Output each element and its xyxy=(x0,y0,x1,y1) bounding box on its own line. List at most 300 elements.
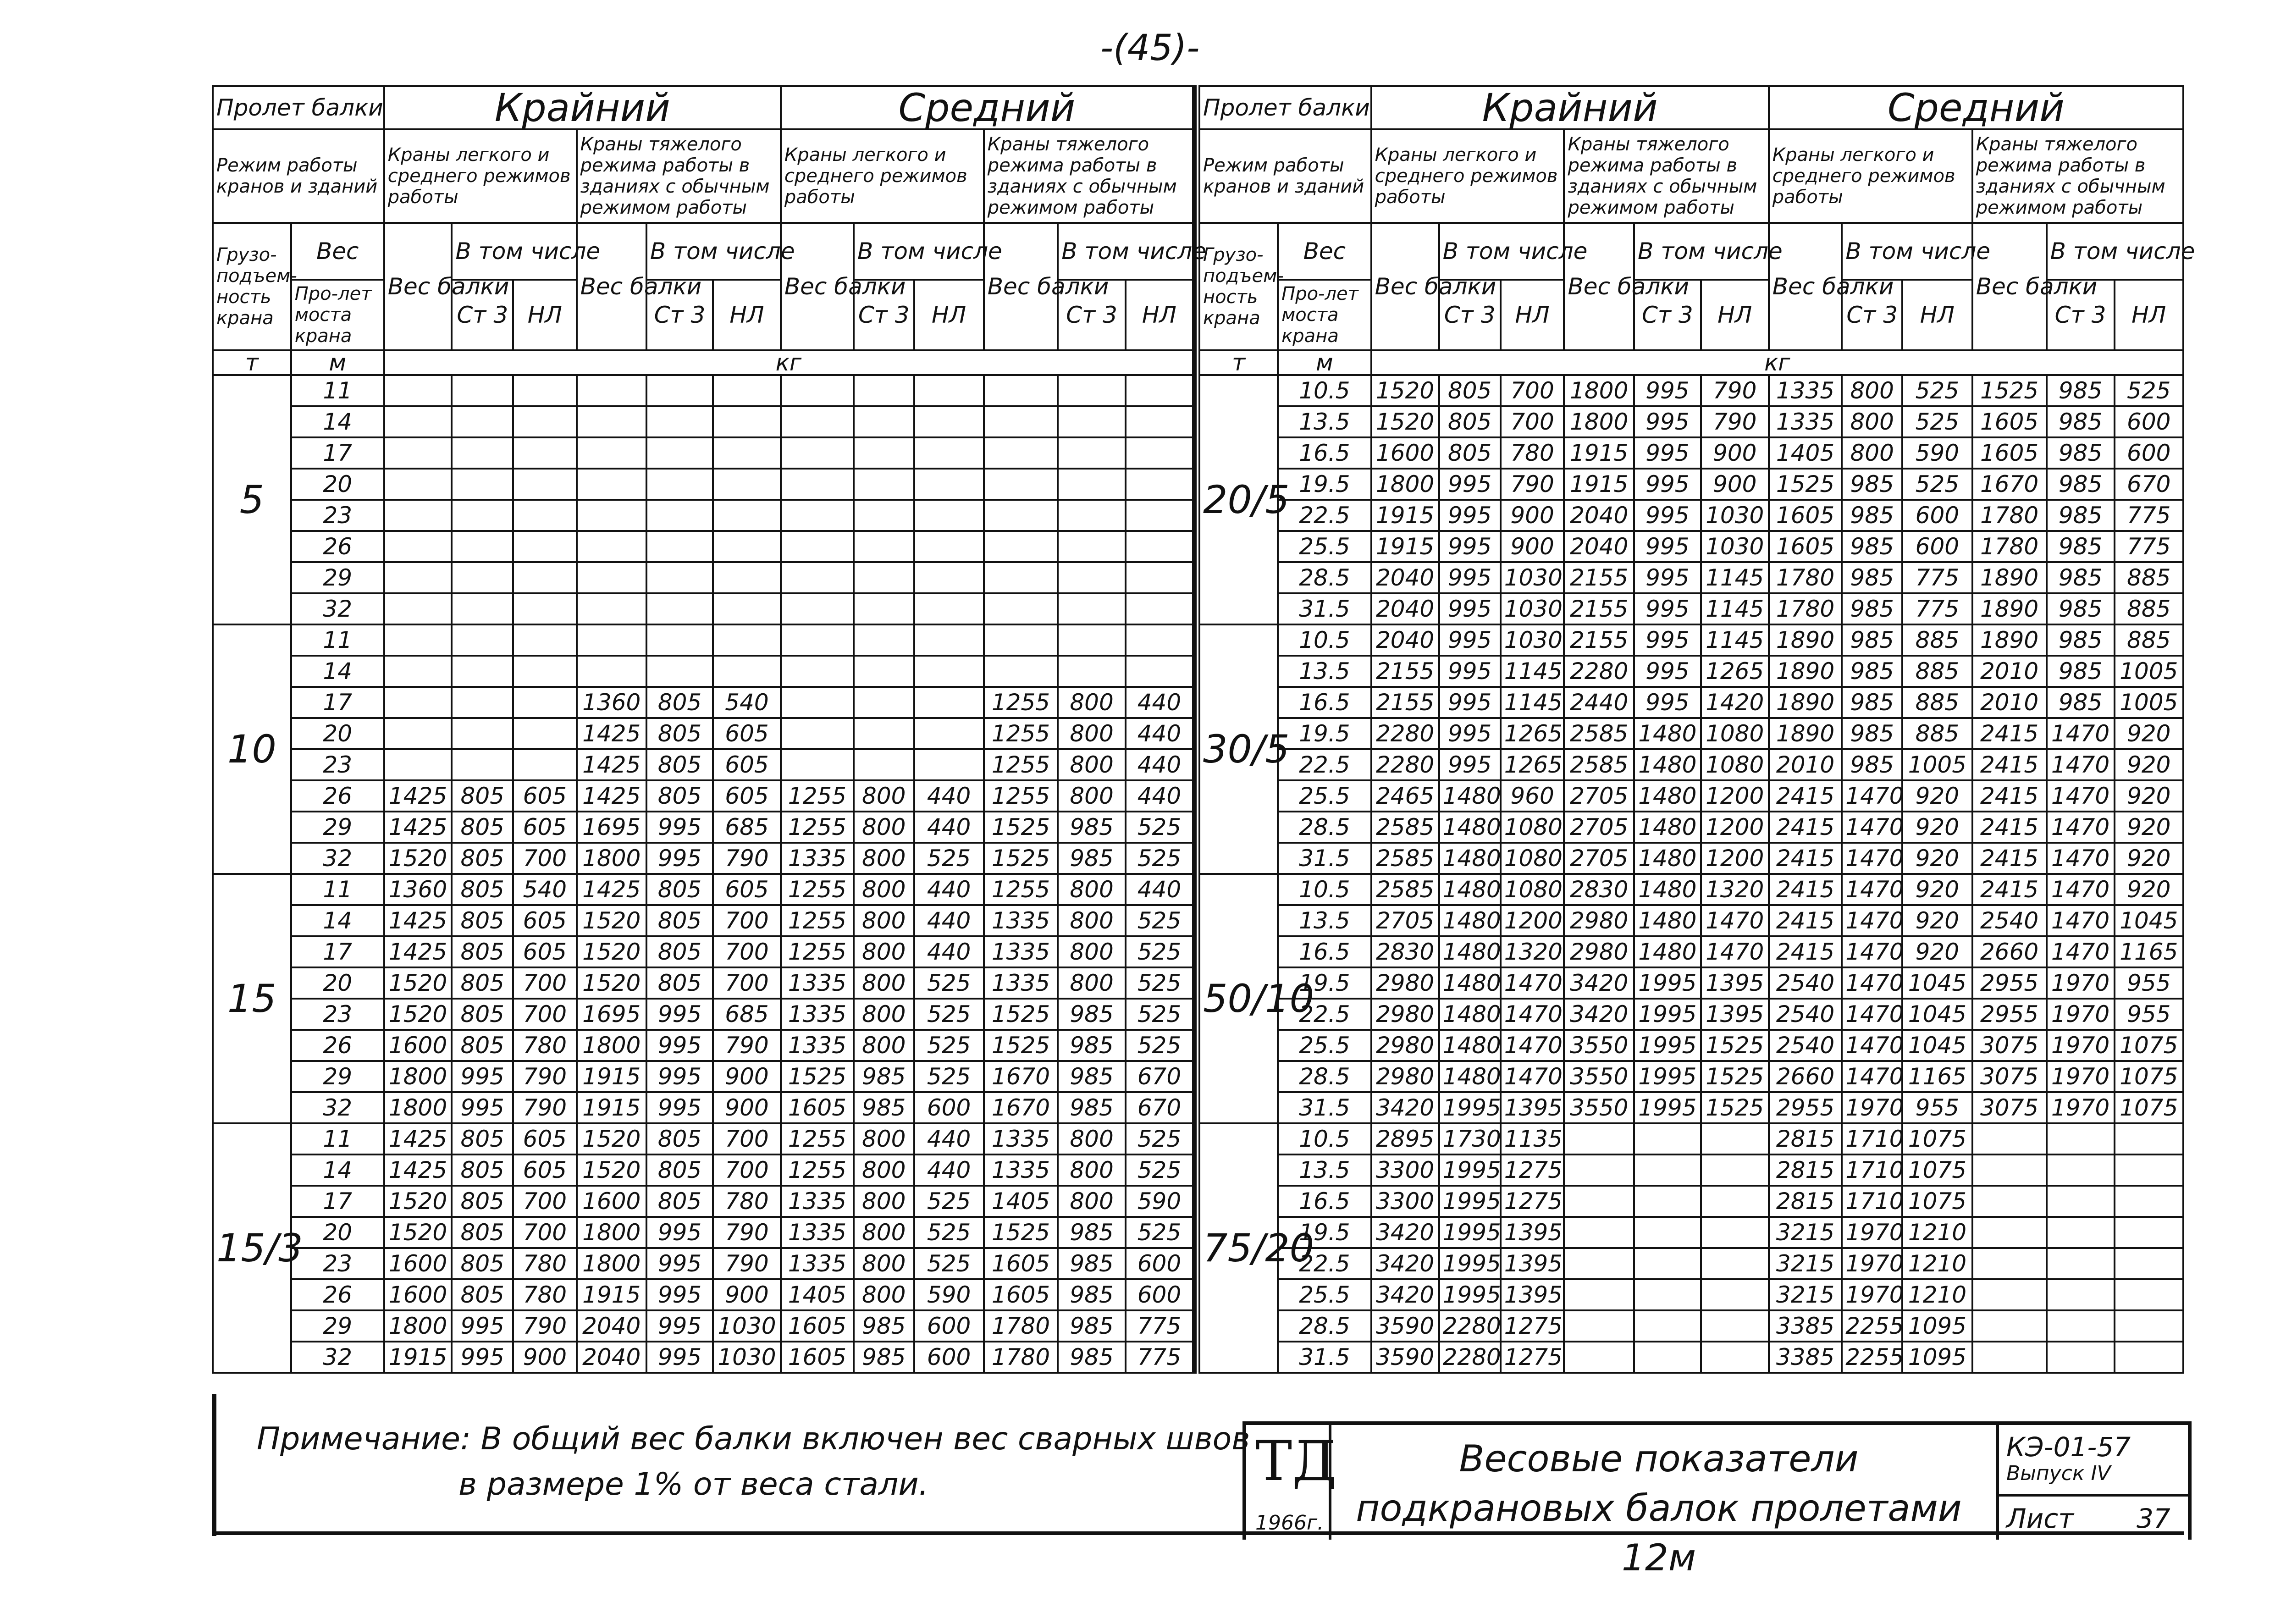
value-cell: 1890 xyxy=(1972,624,2047,656)
value-cell: 525 xyxy=(1126,936,1194,967)
table-row xyxy=(213,562,1194,593)
right-weight-table xyxy=(1198,85,2195,1374)
span-cell: 17 xyxy=(291,1186,384,1217)
span-cell: 26 xyxy=(291,780,384,812)
value-cell: 800 xyxy=(1058,718,1126,749)
value-cell: 900 xyxy=(713,1061,781,1092)
value-cell: 995 xyxy=(646,843,713,874)
value-cell: 1470 xyxy=(2047,749,2115,780)
value-cell: 920 xyxy=(2115,874,2183,905)
value-cell: 995 xyxy=(1634,469,1701,500)
value-cell: 1075 xyxy=(1902,1186,1972,1217)
span-cell: 29 xyxy=(291,812,384,843)
value-cell xyxy=(452,624,513,656)
value-cell xyxy=(914,500,984,531)
table-row xyxy=(213,1310,1194,1342)
value-cell: 1600 xyxy=(577,1186,646,1217)
value-cell: 600 xyxy=(914,1092,984,1123)
value-cell: 590 xyxy=(1902,437,1972,469)
value-cell: 3590 xyxy=(1371,1342,1439,1373)
incl-header: В том числе xyxy=(452,223,576,280)
table-row xyxy=(213,500,1194,531)
value-cell: 1275 xyxy=(1501,1342,1564,1373)
value-cell: 525 xyxy=(914,843,984,874)
span-cell: 26 xyxy=(291,531,384,562)
value-cell xyxy=(577,593,646,624)
value-cell: 985 xyxy=(1842,718,1902,749)
value-cell: 1800 xyxy=(1564,375,1634,406)
value-cell: 1395 xyxy=(1701,999,1769,1030)
value-cell: 1425 xyxy=(384,905,452,936)
capacity-label: Грузо-подъем-ность крана xyxy=(213,223,291,350)
value-cell: 2585 xyxy=(1564,749,1634,780)
value-cell: 605 xyxy=(713,780,781,812)
value-cell xyxy=(2047,1154,2115,1186)
table-row xyxy=(213,936,1194,967)
value-cell: 3420 xyxy=(1371,1092,1439,1123)
page-number: -(45)- xyxy=(1100,28,1200,69)
value-cell xyxy=(384,531,452,562)
group-extreme: Крайний xyxy=(384,86,781,129)
value-cell xyxy=(1634,1279,1701,1310)
value-cell xyxy=(513,469,576,500)
value-cell xyxy=(854,687,914,718)
value-cell xyxy=(1972,1123,2047,1154)
value-cell: 2980 xyxy=(1371,967,1439,999)
value-cell: 605 xyxy=(513,1154,576,1186)
value-cell: 1395 xyxy=(1501,1092,1564,1123)
value-cell: 1605 xyxy=(781,1342,854,1373)
value-cell xyxy=(781,375,854,406)
value-cell: 2895 xyxy=(1371,1123,1439,1154)
table-row xyxy=(213,874,1194,905)
table-row xyxy=(1199,1030,2183,1061)
value-cell: 2815 xyxy=(1769,1186,1842,1217)
value-cell: 995 xyxy=(1634,437,1701,469)
value-cell xyxy=(1972,1217,2047,1248)
span-cell: 20 xyxy=(291,967,384,999)
value-cell: 440 xyxy=(914,1123,984,1154)
value-cell: 1255 xyxy=(984,874,1058,905)
value-cell: 1915 xyxy=(1371,531,1439,562)
span-cell: 16.5 xyxy=(1278,687,1371,718)
value-cell: 1890 xyxy=(1972,562,2047,593)
value-cell xyxy=(513,656,576,687)
incl-header: В том числе xyxy=(1842,223,1972,280)
span-cell: 31.5 xyxy=(1278,1342,1371,1373)
value-cell: 1335 xyxy=(781,967,854,999)
value-cell xyxy=(854,500,914,531)
value-cell: 900 xyxy=(713,1092,781,1123)
value-cell: 1800 xyxy=(384,1061,452,1092)
value-cell: 2155 xyxy=(1371,687,1439,718)
table-row xyxy=(1199,375,2183,406)
value-cell: 1915 xyxy=(384,1342,452,1373)
value-cell: 1335 xyxy=(781,1217,854,1248)
value-cell xyxy=(1701,1279,1769,1310)
value-cell: 800 xyxy=(854,812,914,843)
sheet-label: Лист xyxy=(2006,1503,2074,1534)
value-cell: 800 xyxy=(1842,437,1902,469)
value-cell: 1470 xyxy=(1842,1061,1902,1092)
value-cell: 985 xyxy=(2047,531,2115,562)
value-cell xyxy=(2047,1217,2115,1248)
value-cell: 1145 xyxy=(1701,624,1769,656)
value-cell xyxy=(1634,1310,1701,1342)
value-cell: 1915 xyxy=(1564,469,1634,500)
value-cell: 1800 xyxy=(384,1310,452,1342)
value-cell: 2255 xyxy=(1842,1310,1902,1342)
table-row xyxy=(213,749,1194,780)
value-cell: 805 xyxy=(646,1154,713,1186)
value-cell: 805 xyxy=(646,1186,713,1217)
value-cell xyxy=(384,656,452,687)
span-cell: 13.5 xyxy=(1278,406,1371,437)
value-cell xyxy=(1058,593,1126,624)
span-cell: 13.5 xyxy=(1278,656,1371,687)
value-cell: 1480 xyxy=(1439,812,1501,843)
value-cell: 1200 xyxy=(1701,780,1769,812)
span-cell: 32 xyxy=(291,843,384,874)
value-cell: 1425 xyxy=(384,936,452,967)
value-cell: 800 xyxy=(854,1186,914,1217)
value-cell: 1890 xyxy=(1769,718,1842,749)
value-cell: 1335 xyxy=(781,1248,854,1279)
value-cell: 1335 xyxy=(984,1123,1058,1154)
nl-header: НЛ xyxy=(2115,280,2183,350)
value-cell: 600 xyxy=(2115,406,2183,437)
value-cell: 3420 xyxy=(1564,999,1634,1030)
span-cell: 31.5 xyxy=(1278,1092,1371,1123)
value-cell: 800 xyxy=(1058,1186,1126,1217)
value-cell: 885 xyxy=(2115,624,2183,656)
value-cell xyxy=(854,749,914,780)
value-cell: 1005 xyxy=(2115,656,2183,687)
value-cell xyxy=(781,469,854,500)
value-cell: 900 xyxy=(1701,437,1769,469)
weight-beam-header: Вес балки xyxy=(1564,223,1634,350)
value-cell: 1480 xyxy=(1634,780,1701,812)
value-cell: 1520 xyxy=(384,1217,452,1248)
span-cell: 28.5 xyxy=(1278,562,1371,593)
span-cell: 22.5 xyxy=(1278,500,1371,531)
value-cell xyxy=(577,624,646,656)
value-cell: 1470 xyxy=(1701,905,1769,936)
value-cell: 805 xyxy=(452,843,513,874)
value-cell: 2955 xyxy=(1769,1092,1842,1123)
value-cell: 1600 xyxy=(384,1030,452,1061)
value-cell xyxy=(513,406,576,437)
value-cell: 995 xyxy=(646,1217,713,1248)
value-cell: 985 xyxy=(1058,1279,1126,1310)
value-cell xyxy=(646,375,713,406)
value-cell: 985 xyxy=(1842,749,1902,780)
value-cell xyxy=(1058,500,1126,531)
span-cell: 23 xyxy=(291,500,384,531)
table-row xyxy=(213,593,1194,624)
capacity-label: Грузо-подъем-ность крана xyxy=(1199,223,1278,350)
value-cell: 920 xyxy=(2115,780,2183,812)
logo-text: ТД xyxy=(1255,1430,1337,1493)
value-cell xyxy=(1634,1123,1701,1154)
value-cell: 1255 xyxy=(984,749,1058,780)
value-cell: 1335 xyxy=(984,967,1058,999)
span-cell: 19.5 xyxy=(1278,967,1371,999)
span-cell: 10.5 xyxy=(1278,624,1371,656)
table-row xyxy=(1199,749,2183,780)
value-cell: 960 xyxy=(1501,780,1564,812)
value-cell: 800 xyxy=(854,936,914,967)
value-cell: 985 xyxy=(2047,562,2115,593)
value-cell: 1710 xyxy=(1842,1123,1902,1154)
value-cell xyxy=(384,375,452,406)
value-cell: 2705 xyxy=(1564,843,1634,874)
value-cell: 2980 xyxy=(1564,905,1634,936)
value-cell xyxy=(2047,1310,2115,1342)
value-cell xyxy=(914,624,984,656)
value-cell: 995 xyxy=(1439,562,1501,593)
value-cell xyxy=(854,718,914,749)
value-cell: 985 xyxy=(1058,1217,1126,1248)
value-cell xyxy=(2115,1342,2183,1373)
span-cell: 20 xyxy=(291,469,384,500)
value-cell xyxy=(513,375,576,406)
value-cell: 1275 xyxy=(1501,1186,1564,1217)
value-cell: 800 xyxy=(854,780,914,812)
value-cell: 1520 xyxy=(384,1186,452,1217)
value-cell: 995 xyxy=(1439,593,1501,624)
unit-t: т xyxy=(213,350,291,375)
value-cell: 1080 xyxy=(1501,812,1564,843)
value-cell: 995 xyxy=(1634,562,1701,593)
value-cell: 1970 xyxy=(1842,1217,1902,1248)
value-cell: 1075 xyxy=(2115,1061,2183,1092)
value-cell: 1080 xyxy=(1701,718,1769,749)
value-cell xyxy=(1701,1248,1769,1279)
value-cell: 1480 xyxy=(1439,999,1501,1030)
value-cell xyxy=(1701,1154,1769,1186)
value-cell: 2415 xyxy=(1972,780,2047,812)
value-cell: 800 xyxy=(854,1279,914,1310)
value-cell: 1670 xyxy=(984,1061,1058,1092)
value-cell xyxy=(914,406,984,437)
value-cell: 955 xyxy=(1902,1092,1972,1123)
value-cell xyxy=(914,656,984,687)
value-cell: 800 xyxy=(854,1217,914,1248)
value-cell: 805 xyxy=(646,874,713,905)
sheet-title-line-2: подкрановых балок пролетами 12м xyxy=(1356,1487,1962,1579)
value-cell: 995 xyxy=(646,1030,713,1061)
value-cell: 1780 xyxy=(1769,562,1842,593)
value-cell: 2585 xyxy=(1371,812,1439,843)
value-cell: 985 xyxy=(2047,500,2115,531)
value-cell: 995 xyxy=(1634,656,1701,687)
value-cell: 525 xyxy=(914,1248,984,1279)
value-cell: 1045 xyxy=(1902,999,1972,1030)
value-cell: 1045 xyxy=(1902,967,1972,999)
value-cell xyxy=(577,469,646,500)
value-cell: 1200 xyxy=(1501,905,1564,936)
span-cell: 16.5 xyxy=(1278,437,1371,469)
value-cell xyxy=(781,624,854,656)
value-cell: 805 xyxy=(452,1030,513,1061)
value-cell: 1525 xyxy=(984,999,1058,1030)
value-cell: 1970 xyxy=(2047,967,2115,999)
capacity-cell: 30/5 xyxy=(1199,624,1278,874)
value-cell xyxy=(646,500,713,531)
value-cell: 1525 xyxy=(984,1217,1058,1248)
value-cell: 1525 xyxy=(984,843,1058,874)
value-cell: 800 xyxy=(1058,1123,1126,1154)
value-cell xyxy=(1634,1248,1701,1279)
value-cell: 2705 xyxy=(1564,812,1634,843)
value-cell xyxy=(2115,1248,2183,1279)
value-cell: 995 xyxy=(1634,531,1701,562)
value-cell: 1470 xyxy=(1842,905,1902,936)
value-cell xyxy=(781,437,854,469)
value-cell: 525 xyxy=(1902,469,1972,500)
value-cell: 2280 xyxy=(1371,718,1439,749)
value-cell: 900 xyxy=(513,1342,576,1373)
value-cell xyxy=(577,562,646,593)
span-cell: 17 xyxy=(291,687,384,718)
left-weight-table xyxy=(212,85,1207,1374)
value-cell: 800 xyxy=(1058,687,1126,718)
value-cell: 525 xyxy=(914,1030,984,1061)
value-cell xyxy=(1058,531,1126,562)
value-cell xyxy=(1972,1186,2047,1217)
value-cell: 995 xyxy=(646,1342,713,1373)
table-row xyxy=(1199,936,2183,967)
value-cell xyxy=(513,687,576,718)
value-cell: 1080 xyxy=(1701,749,1769,780)
value-cell: 1480 xyxy=(1634,905,1701,936)
value-cell: 985 xyxy=(1842,469,1902,500)
value-cell: 995 xyxy=(646,1248,713,1279)
value-cell: 805 xyxy=(452,1217,513,1248)
table-row xyxy=(1199,1279,2183,1310)
value-cell: 700 xyxy=(713,1123,781,1154)
weight-beam-header: Вес балки xyxy=(1769,223,1842,350)
value-cell: 1470 xyxy=(1842,1030,1902,1061)
value-cell: 1520 xyxy=(577,967,646,999)
value-cell: 1425 xyxy=(577,749,646,780)
value-cell: 1520 xyxy=(1371,406,1439,437)
value-cell: 900 xyxy=(1701,469,1769,500)
value-cell xyxy=(914,531,984,562)
value-cell: 2980 xyxy=(1564,936,1634,967)
value-cell: 2415 xyxy=(1972,812,2047,843)
table-row xyxy=(213,1342,1194,1373)
table-row xyxy=(1199,1123,2183,1154)
weight-beam-header: Вес балки xyxy=(1972,223,2047,350)
value-cell: 1005 xyxy=(1902,749,1972,780)
value-cell xyxy=(984,437,1058,469)
span-cell: 10.5 xyxy=(1278,375,1371,406)
value-cell xyxy=(384,437,452,469)
value-cell: 1075 xyxy=(2115,1092,2183,1123)
table-row xyxy=(1199,1248,2183,1279)
span-cell: 19.5 xyxy=(1278,469,1371,500)
value-cell: 525 xyxy=(1126,812,1194,843)
value-cell xyxy=(646,437,713,469)
value-cell: 805 xyxy=(452,1279,513,1310)
value-cell: 1255 xyxy=(781,812,854,843)
value-cell: 1995 xyxy=(1439,1217,1501,1248)
value-cell xyxy=(2047,1248,2115,1279)
value-cell xyxy=(1634,1217,1701,1248)
value-cell: 1520 xyxy=(384,967,452,999)
span-cell: 20 xyxy=(291,1217,384,1248)
value-cell: 440 xyxy=(914,780,984,812)
value-cell: 1995 xyxy=(1439,1186,1501,1217)
value-cell: 525 xyxy=(1126,1123,1194,1154)
value-cell: 780 xyxy=(1501,437,1564,469)
value-cell: 525 xyxy=(1126,843,1194,874)
value-cell: 1095 xyxy=(1902,1310,1972,1342)
value-cell xyxy=(577,656,646,687)
span-cell: 14 xyxy=(291,1154,384,1186)
span-cell: 25.5 xyxy=(1278,1279,1371,1310)
value-cell: 600 xyxy=(1126,1248,1194,1279)
table-row xyxy=(213,967,1194,999)
table-row xyxy=(1199,967,2183,999)
value-cell: 995 xyxy=(646,999,713,1030)
span-cell: 31.5 xyxy=(1278,843,1371,874)
value-cell: 1425 xyxy=(577,874,646,905)
table-row xyxy=(1199,406,2183,437)
value-cell: 1470 xyxy=(1501,1061,1564,1092)
span-cell: 20 xyxy=(291,718,384,749)
value-cell: 2585 xyxy=(1564,718,1634,749)
value-cell: 605 xyxy=(713,874,781,905)
value-cell: 985 xyxy=(2047,656,2115,687)
value-cell: 985 xyxy=(1842,593,1902,624)
value-cell xyxy=(914,593,984,624)
value-cell: 1480 xyxy=(1634,718,1701,749)
value-cell: 2540 xyxy=(1769,999,1842,1030)
value-cell xyxy=(384,406,452,437)
extreme-heavy-mode-header: Краны тяжелого режима работы в зданиях с обычным режимом работы xyxy=(1564,129,1768,223)
value-cell xyxy=(577,375,646,406)
value-cell: 995 xyxy=(1634,375,1701,406)
frame-left-line xyxy=(212,1394,216,1536)
incl-header: В том числе xyxy=(1439,223,1564,280)
span-cell: 28.5 xyxy=(1278,812,1371,843)
span-cell: 22.5 xyxy=(1278,749,1371,780)
value-cell xyxy=(452,406,513,437)
unit-m: м xyxy=(291,350,384,375)
value-cell xyxy=(2115,1279,2183,1310)
value-cell xyxy=(1701,1342,1769,1373)
value-cell: 2280 xyxy=(1564,656,1634,687)
value-cell: 1995 xyxy=(1439,1154,1501,1186)
value-cell: 955 xyxy=(2115,999,2183,1030)
value-cell: 3420 xyxy=(1371,1248,1439,1279)
value-cell: 525 xyxy=(1126,1217,1194,1248)
value-cell xyxy=(984,656,1058,687)
value-cell: 1360 xyxy=(384,874,452,905)
group-extreme: Крайний xyxy=(1371,86,1769,129)
value-cell: 1210 xyxy=(1902,1279,1972,1310)
value-cell: 780 xyxy=(513,1030,576,1061)
value-cell: 1800 xyxy=(577,1248,646,1279)
value-cell: 700 xyxy=(513,967,576,999)
value-cell: 3385 xyxy=(1769,1342,1842,1373)
value-cell xyxy=(713,469,781,500)
value-cell xyxy=(452,531,513,562)
value-cell: 1970 xyxy=(2047,999,2115,1030)
